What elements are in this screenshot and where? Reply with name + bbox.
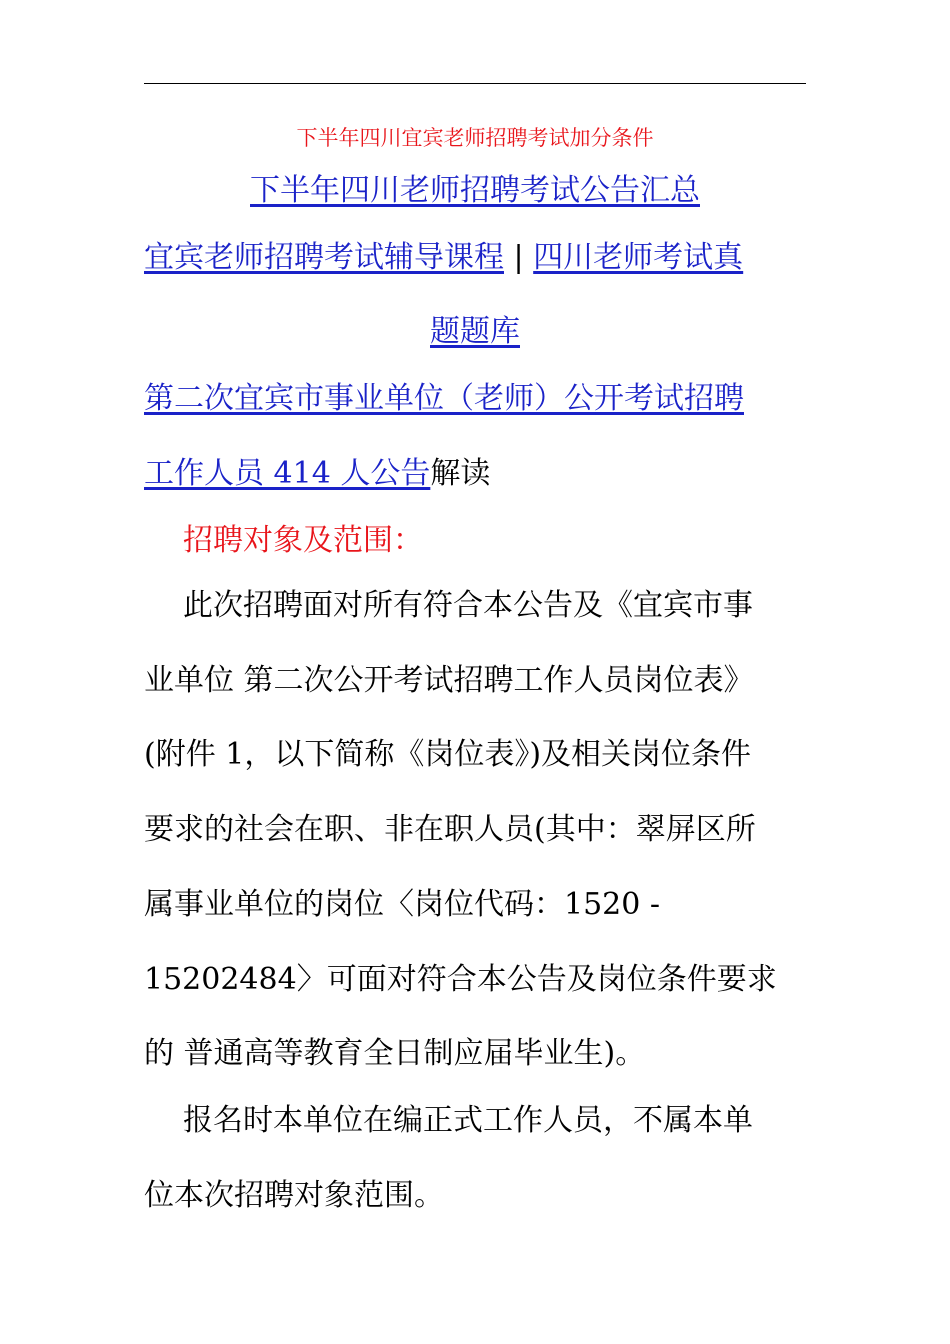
paragraph-line: 位本次招聘对象范围。 — [144, 1178, 444, 1213]
notice-link-line — [144, 373, 744, 417]
paragraph-line: 业单位 第二次公开考试招聘工作人员岗位表》 — [144, 663, 754, 698]
paragraph-line: 此次招聘面对所有符合本公告及《宜宾市事 — [183, 588, 753, 623]
document-subtitle: 下半年四川宜宾老师招聘考试加分条件 — [296, 126, 654, 150]
summary-link-line — [144, 165, 806, 209]
link-separator: | — [504, 240, 534, 275]
question-bank-line2 — [144, 306, 806, 350]
question-bank-link[interactable]: 四川老师考试真 — [533, 240, 744, 275]
question-bank-link-cont[interactable]: 题题库 — [430, 314, 520, 349]
header-rule — [144, 83, 806, 84]
course-link[interactable]: 宜宾老师招聘考试辅导课程 — [144, 240, 504, 275]
notice-link[interactable]: 第二次宜宾市事业单位（老师）公开考试招聘 — [144, 381, 744, 416]
notice-suffix: 解读 — [430, 456, 491, 491]
section-heading: 招聘对象及范围： — [183, 523, 423, 558]
paragraph-line: (附件 1，以下简称《岗位表》)及相关岗位条件 — [144, 737, 752, 772]
paragraph-line: 属事业单位的岗位〈岗位代码：1520 - — [144, 887, 661, 922]
notice-link-cont[interactable]: 工作人员 414 人公告 — [144, 456, 431, 491]
paragraph-line: 15202484〉可面对符合本公告及岗位条件要求 — [144, 962, 777, 997]
course-link-line — [144, 232, 806, 276]
paragraph-line: 的 普通高等教育全日制应届毕业生)。 — [144, 1036, 646, 1071]
summary-link[interactable]: 下半年四川老师招聘考试公告汇总 — [250, 173, 700, 208]
paragraph-line: 要求的社会在职、非在职人员(其中：翠屏区所 — [144, 812, 756, 847]
notice-link-line2 — [144, 448, 490, 492]
paragraph-line: 报名时本单位在编正式工作人员，不属本单 — [183, 1103, 753, 1138]
